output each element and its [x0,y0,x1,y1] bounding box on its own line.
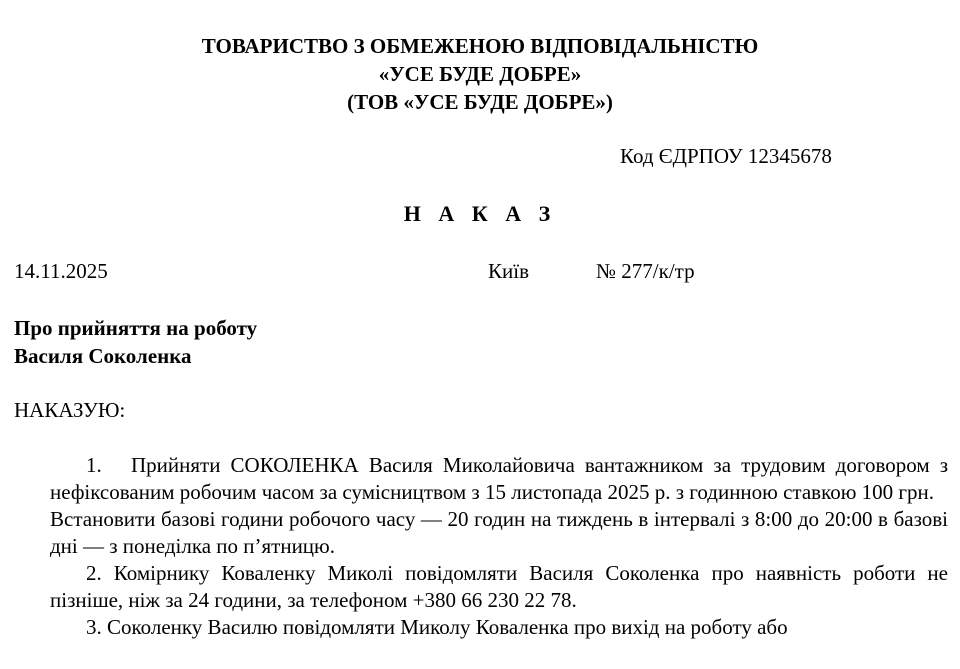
document-title: Н А К А З [403,201,557,226]
item-number: 1. [86,453,102,477]
order-item-1-hours: Встановити базові години робочого часу — 20 годин на тиждень в інтервалі з 8:00 до 20:00 в базові дні — з понеділка по п’ятницю. [50,507,948,558]
item-text: Прийняти СОКОЛЕНКА Василя Миколайовича вантажником за трудовим договором з нефіксованим робочим часом за сумісництвом з 15 листопада 2025 р. з годинною ставкою 100 грн. [50,453,948,504]
edrpou-code: Код ЄДРПОУ 12345678 [620,144,832,168]
order-item-3: 3. Соколенку Василю повідомляти Миколу Коваленка про вихід на роботу або [86,615,788,639]
document-meta [14,258,948,284]
subject-line: Про прийняття на роботу [14,316,258,340]
document-number: № 277/к/тр [596,259,695,283]
document-subject [14,314,257,370]
organization-header [0,32,960,116]
order-item-2: 2. Комірнику Коваленку Миколі повідомляти Василя Соколенка про наявність роботи не пізніше, ніж за 24 години, за телефоном +380 66 230 22 78. [50,561,948,612]
order-items [50,452,948,641]
order-item-1 [50,452,948,506]
document-date: 14.11.2025 [14,259,108,283]
order-heading: НАКАЗУЮ: [14,398,126,422]
organization-brand: «УСЕ БУДЕ ДОБРЕ» [378,62,582,86]
organization-name: ТОВАРИСТВО З ОБМЕЖЕНОЮ ВІДПОВІДАЛЬНІСТЮ [201,34,759,58]
document-city: Київ [488,259,529,283]
subject-line: Василя Соколенка [14,344,192,368]
organization-short-name: (ТОВ «УСЕ БУДЕ ДОБРЕ») [347,90,613,114]
